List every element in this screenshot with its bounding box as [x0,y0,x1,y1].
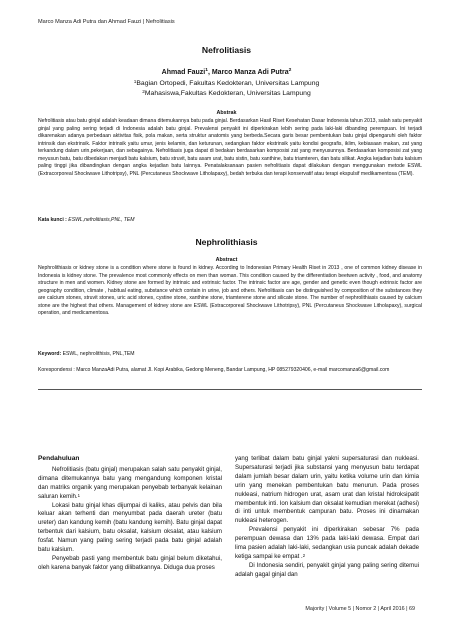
keywords-text: ESWL, nephrolithisis, PNL,TEM [62,351,135,357]
section-divider [38,389,422,390]
author-2: Marco Manza Adi Putra [211,69,289,76]
kata-kunci-text: ESWL,nefrolitiasis,PNL, TEM [68,217,135,223]
abstrak-label: Abstrak [216,110,237,116]
author-separator: , [207,69,212,76]
author-1-sup: 1 [205,68,208,73]
affiliation-2-sup: 2 [142,90,145,95]
affiliation-1-text: Bagian Ortopedi, Fakultas Kedokteran, Universitas Lampung [136,80,320,87]
author-1: Ahmad Fauzi [161,69,206,76]
abstrak-body: Nefrolitiasis atau batu ginjal adalah keadaan dimana ditemukannya batu pada ginjal. Berdasarkan Hasil Riset Kesehatan Dasar Indonesia tahun 2013, salah satu penyakit ginjal yang paling sering terjadi di Indonesia adalah batu ginjal. Prevalensi penyakit ini diperkirakan lebih sering pada laki-laki dibanding perempuan. Ini terjadi dikarenakan adanya perbedaan aktivitas fisik, pola makan, serta struktur anatomis yang berbeda.Secara garis besar pembentukan batu ginjal dipengaruhi oleh faktor intrinsik dan ekstrinsik. Faktor intrinsik yaitu umur, jenis kelamin, dan keturunan, sedangkan faktor ekstrinsik yaitu kondisi geografis, iklim, kebiasaan makan, zat yang terkandung dalam urin,pekerjaan, dan sebagainya. Nefrolitiasis juga dapat di bedakan berdasarkan komposisi zat yang menyusunnya. Berdasarkan komposisi zat yang meyusun batu, batu dibedakan menjadi batu kalsium, batu struvit, batu asam urat, batu sistin, batu xanthine, batu triamteren, dan batu silikat. Angka kejadian batu kalsium paling tinggi jika dibandingkan dengan angka kejadian batu lainnya. Penatalaksanaan pasien nefrolitiasis dapat dilakukan dengan menggunakan metode ESWL (Extracorporeal Shockwave Lithotripsy), PNL (Percutaneus Shockwave Litholapaxy), bedah terbuka dan terapi konservatif atau terapi ekspulsif medikamentosa (TEM). [38,118,422,177]
kata-kunci-label: Kata kunci : [38,217,67,223]
page-footer: Majority | Volume 5 | Nomor 2 | April 2016 | 69 [305,606,415,612]
affiliation-2 [0,89,453,99]
body-paragraph: Lokasi batu ginjal khas dijumpai di kaliks, atau pelvis dan bila keluar akan terhenti dan menyumbat pada daerah ureter (batu ureter) dan kandung kemih (batu kandung kemih). Batu ginjal dapat terbentuk dari kalsium, batu oksalat, kalsium oksalat, atau kalsium fosfat. Namun yang paling sering terjadi pada batu ginjal adalah batu kalsium. [38,501,222,554]
body-column-left [38,455,222,573]
article-title: Nefrolitiasis [201,45,252,55]
kata-kunci [38,217,422,223]
affiliation-1-sup: 1 [133,80,137,85]
running-head: Marco Manza Adi Putra dan Ahmad Fauzi | Nefrolitiasis [38,19,175,25]
author-2-sup: 2 [288,68,292,73]
body-paragraph: Prevalensi penyakit ini diperkirakan sebesar 7% pada perempuan dewasa dan 13% pada laki-laki dewasa. Empat dari lima pasien adalah laki-laki, sedangkan usia puncak adalah dekade ketiga sampai ke empat .$^2$ [235,526,419,560]
affiliation-1 [0,79,453,89]
affiliation-2-text: Mahasiswa,Fakultas Kedokteran, Universitas Lampung [144,90,311,97]
correspondence: Korespondensi : Marco ManzaAdi Putra, alamat Jl. Kopi Arabika, Gedong Meneng, Bandar Lampung, HP 085279320406, e-mail marcomanza6@gmail.com [38,367,390,373]
abstract-body: Nephrolithiasis or kidney stone is a condition where stone is found in kidney. According to Indonesian Primary Health Riset in 2013 , one of common kidney disease in Indonesia is kidney stone. The prevalence most commonly effects on men than woman. This condition caused by the differentiation beetwen activity , food, and anatomy structure in men and women. Kidney stone are formed by intrinsic and extrinsic factor. The intrinsic factor are age, gender and genetic even though extrinsic factor are geography condition, climate , habitual eating, substance which contain in urine, job and others. Nefrolitiasis can be distinguished by composition of the substances they are calcium stones, struvit stones, uric acid stones, cystine stone, xanthine stone, triamterene stone and silicate stone. The number of nephrolithiasis caused by calcium stone are the highest that others. Management of kidney stone are ESWL (Extracorporeal Shockwave Lithotripsy), PNL (Percutaneus Shockwave Litholapaxy), surgical operation, and medicamentosa. [38,265,422,317]
body-paragraph: Penyebab pasti yang membentuk batu ginjal belum diketahui, oleh karena banyak faktor yang dilibatkannya. Diduga dua proses [38,554,222,571]
author-line [0,69,453,76]
section-heading: Pendahuluan [38,455,80,462]
body-paragraph: Nefrolitiasis (batu ginjal) merupakan salah satu penyakit ginjal, dimana ditemukannya batu yang mengandung komponen kristal dan matriks organik yang merupakan penyebab terbanyak kelainan saluran kemih.$^1$ [38,465,222,500]
keywords-label: Keyword: [38,351,62,357]
article-title-en: Nephrolithiasis [195,237,258,247]
body-paragraph: Di Indonesia sendiri, penyakit ginjal yang paling sering ditemui adalah gagal ginjal dan [235,561,419,578]
abstract-label: Abstract [215,257,238,263]
body-paragraph: yang terlibat dalam batu ginjal yakni supersaturasi dan nukleasi. Supersaturasi terjadi jika substansi yang menyusun batu terdapat dalam jumlah besar dalam urin, yaitu ketika volume urin dan kimia urin yang menekan pembentukan batu menurun. Pada proses nukleasi, natrium hidrogen urat, asam urat dan kristal hidroksipatit membentuk inti. Ion kalsium dan oksalat kemudian merekat (adhesi) di inti untuk membentuk campuran batu. Proses ini dinamakan nukleasi heterogen. [235,455,419,525]
keywords [38,351,422,357]
body-column-right [235,455,419,580]
